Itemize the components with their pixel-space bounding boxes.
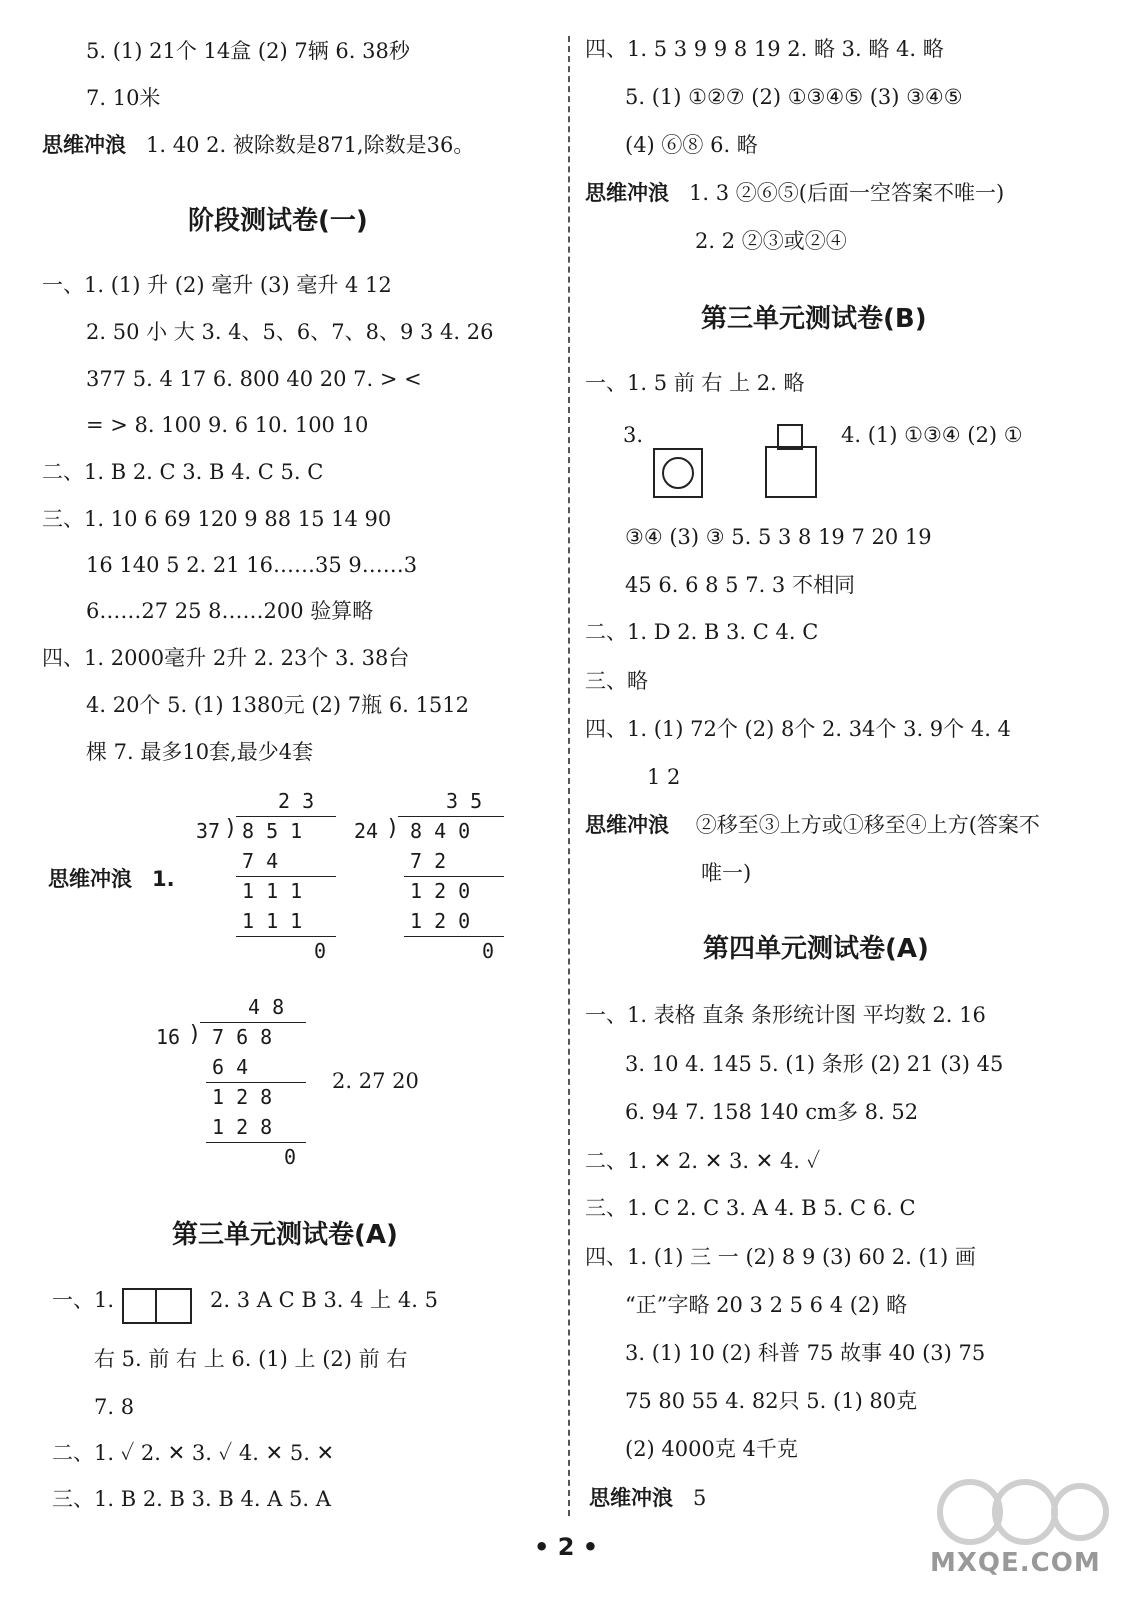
- answer-line: 四、1. (1) 72个 (2) 8个 2. 34个 3. 9个 4. 4: [585, 717, 1011, 741]
- answer-line: (4) ⑥⑧ 6. 略: [625, 133, 758, 157]
- quotient: 2 3: [278, 789, 315, 813]
- answer-line: 一、1. 5 前 右 上 2. 略: [585, 371, 805, 395]
- section-title: 阶段测试卷(一): [188, 206, 368, 236]
- question-number: 1.: [152, 867, 175, 891]
- remainder-step: 1 2 8: [212, 1085, 273, 1109]
- answer-text: 1. 3 ②⑥⑤(后面一空答案不唯一): [689, 181, 1005, 205]
- answer-text: 1. 40 2. 被除数是871,除数是36。: [146, 133, 475, 157]
- section-title: 第三单元测试卷(B): [701, 304, 927, 334]
- answer-line: 四、1. 5 3 9 9 8 19 2. 略 3. 略 4. 略: [585, 37, 944, 61]
- subtraction-step: 1 1 1: [242, 909, 303, 933]
- answer-line: 三、1. 10 6 69 120 9 88 15 14 90: [42, 507, 392, 531]
- remainder: 0: [314, 939, 327, 963]
- subtraction-step: 1 2 8: [212, 1115, 273, 1139]
- answer-line: 1 2: [647, 765, 681, 789]
- divisor: 16: [156, 1025, 181, 1049]
- answer-line: 一、1. 表格 直条 条形统计图 平均数 2. 16: [585, 1003, 986, 1027]
- dividend: 7 6 8: [212, 1025, 273, 1049]
- answer-line: 二、1. ✕ 2. ✕ 3. ✕ 4. ✓: [585, 1149, 821, 1173]
- answer-line: 2. 50 小 大 3. 4、5、6、7、8、9 3 4. 26: [86, 320, 494, 344]
- answer-line: 二、1. ✓ 2. ✕ 3. ✓ 4. ✕ 5. ✕: [52, 1441, 335, 1465]
- answer-line: 2. 27 20: [332, 1069, 419, 1093]
- page-number: • 2 •: [534, 1533, 599, 1561]
- answer-line: (2) 4000克 4千克: [625, 1437, 798, 1461]
- answer-line: 75 80 55 4. 82只 5. (1) 80克: [625, 1389, 918, 1413]
- answer-line: 5. (1) ①②⑦ (2) ①③④⑤ (3) ③④⑤: [625, 85, 963, 109]
- divisor: 37: [196, 819, 221, 843]
- subtraction-step: 7 2: [410, 849, 447, 873]
- answer-line: 唯一): [701, 861, 752, 885]
- thinking-surf-label: 思维冲浪: [589, 1486, 673, 1510]
- quotient: 3 5: [446, 789, 483, 813]
- question-number: 3.: [623, 423, 644, 447]
- answer-text: ②移至③上方或①移至④上方(答案不: [695, 813, 1040, 837]
- answer-line: [52, 1285, 114, 1315]
- thinking-surf-line: [585, 178, 1004, 208]
- thinking-surf-line: [585, 810, 1040, 840]
- answer-line: 45 6. 6 8 5 7. 3 不相同: [625, 573, 855, 597]
- thinking-surf-line: [42, 130, 474, 160]
- thinking-surf-label: 思维冲浪: [48, 867, 132, 891]
- remainder: 0: [482, 939, 495, 963]
- thinking-surf-label: 思维冲浪: [42, 133, 126, 157]
- column-divider: [568, 36, 570, 1516]
- long-division-1: 2 3 37 ) 8 5 1 7 4 1 1 1 1 1 1 0: [196, 786, 366, 966]
- section-title: 第四单元测试卷(A): [703, 934, 929, 964]
- answer-line: 三、略: [585, 669, 648, 693]
- answer-line: 三、1. B 2. B 3. B 4. A 5. A: [52, 1487, 331, 1511]
- answer-line: 5. (1) 21个 14盒 (2) 7辆 6. 38秒: [86, 39, 410, 63]
- answer-text: 5: [693, 1486, 707, 1510]
- answer-line: = > 8. 100 9. 6 10. 100 10: [86, 413, 369, 437]
- answer-line: 二、1. D 2. B 3. C 4. C: [585, 620, 819, 644]
- remainder-step: 1 2 0: [410, 879, 471, 903]
- answer-line: 6……27 25 8……200 验算略: [86, 599, 374, 623]
- answer-line: 二、1. B 2. C 3. B 4. C 5. C: [42, 460, 324, 484]
- answer-line: 四、1. (1) 三 一 (2) 8 9 (3) 60 2. (1) 画: [585, 1245, 976, 1269]
- watermark-text: MXQE.COM: [930, 1548, 1101, 1578]
- answer-line: 377 5. 4 17 6. 800 40 20 7. > <: [86, 367, 422, 391]
- subtraction-step: 7 4: [242, 849, 279, 873]
- answer-line: 三、1. C 2. C 3. A 4. B 5. C 6. C: [585, 1196, 916, 1220]
- long-division-2: 3 5 24 ) 8 4 0 7 2 1 2 0 1 2 0 0: [354, 786, 524, 966]
- answer-line: 3. 10 4. 145 5. (1) 条形 (2) 21 (3) 45: [625, 1052, 1004, 1076]
- answer-line: 2. 3 A C B 3. 4 上 4. 5: [210, 1288, 438, 1312]
- answer-line: 7. 10米: [86, 86, 161, 110]
- answer-line: 棵 7. 最多10套,最少4套: [86, 740, 314, 764]
- answer-line: 6. 94 7. 158 140 cm多 8. 52: [625, 1100, 919, 1124]
- thinking-surf-label: 思维冲浪: [585, 813, 669, 837]
- answer-line: 7. 8: [94, 1395, 135, 1419]
- subtraction-step: 1 2 0: [410, 909, 471, 933]
- answer-line: 2. 2 ②③或②④: [695, 229, 847, 253]
- two-squares-figure: [122, 1288, 192, 1324]
- remainder: 0: [284, 1145, 297, 1169]
- dividend: 8 5 1: [242, 819, 303, 843]
- divisor: 24: [354, 819, 379, 843]
- section-title: 第三单元测试卷(A): [172, 1220, 398, 1250]
- question-number: 一、1.: [52, 1288, 115, 1312]
- answer-line: 4. 20个 5. (1) 1380元 (2) 7瓶 6. 1512: [86, 693, 469, 717]
- remainder-step: 1 1 1: [242, 879, 303, 903]
- quotient: 4 8: [248, 995, 285, 1019]
- answer-line: 4. (1) ①③④ (2) ①: [841, 423, 1023, 447]
- answer-line: 四、1. 2000毫升 2升 2. 23个 3. 38台: [42, 646, 410, 670]
- long-division-3: 4 8 16 ) 7 6 8 6 4 1 2 8 1 2 8 0: [156, 992, 326, 1172]
- answer-line: 一、1. (1) 升 (2) 毫升 (3) 毫升 4 12: [42, 273, 392, 297]
- thinking-surf-label: 思维冲浪: [585, 181, 669, 205]
- answer-line: “正”字略 20 3 2 5 6 4 (2) 略: [625, 1293, 908, 1317]
- answer-line: 右 5. 前 右 上 6. (1) 上 (2) 前 右: [94, 1347, 408, 1371]
- thinking-surf-line: [48, 864, 175, 894]
- square-with-circle-figure: [653, 448, 703, 498]
- dividend: 8 4 0: [410, 819, 471, 843]
- answer-line: 16 140 5 2. 21 16……35 9……3: [86, 553, 418, 577]
- subtraction-step: 6 4: [212, 1055, 249, 1079]
- large-square-figure: [765, 446, 817, 498]
- answer-line: ③④ (3) ③ 5. 5 3 8 19 7 20 19: [625, 525, 932, 549]
- thinking-surf-line: [589, 1483, 706, 1513]
- answer-line: 3. (1) 10 (2) 科普 75 故事 40 (3) 75: [625, 1341, 986, 1365]
